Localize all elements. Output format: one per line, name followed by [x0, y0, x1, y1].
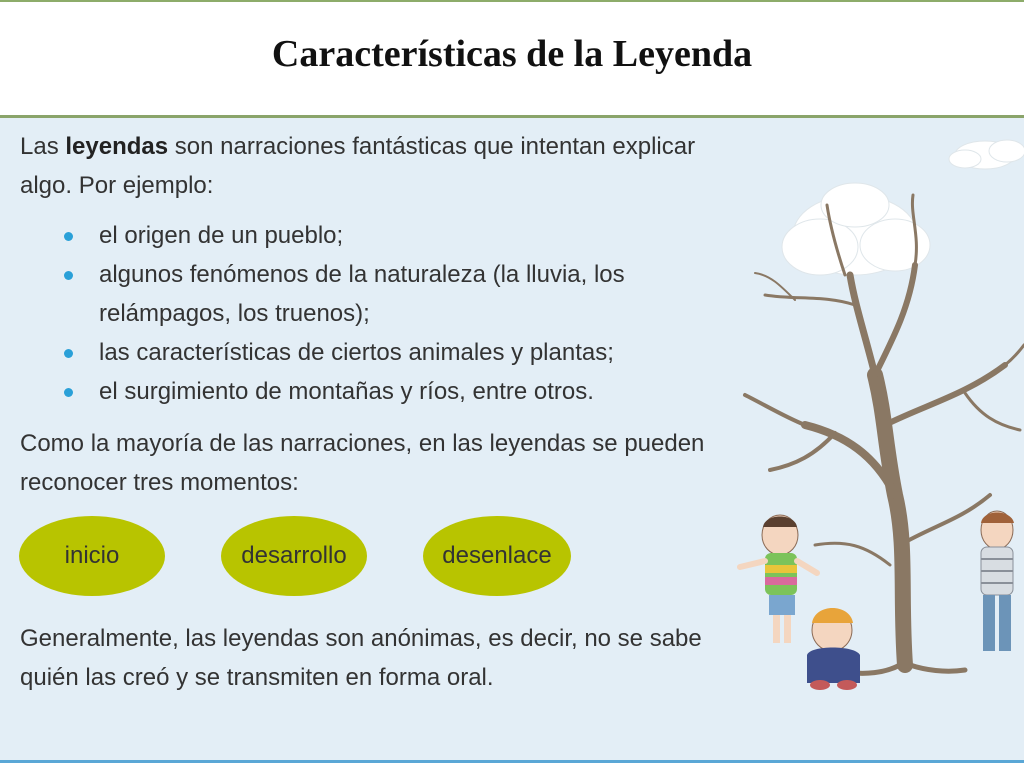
intro-bold-term: leyendas [65, 133, 169, 160]
bullet-dot-icon [64, 349, 73, 358]
list-item [60, 333, 720, 372]
intro-prefix: Las [20, 133, 66, 160]
tree-children-illustration [735, 125, 1024, 705]
intro-suffix: son narraciones fantásticas que intentan explicar algo. Por ejemplo: [20, 133, 696, 199]
bullet-dot-icon [64, 271, 73, 280]
moment-oval-desarrollo: desarrollo [221, 516, 367, 596]
list-item-text: el origen de un pueblo; [99, 222, 344, 249]
moment-oval-desenlace: desenlace [423, 516, 571, 596]
bullet-dot-icon [64, 388, 73, 397]
list-item [60, 216, 720, 255]
examples-list [60, 216, 720, 411]
list-item [60, 372, 720, 411]
boy-figure-icon [981, 511, 1014, 651]
list-item-text: algunos fenómenos de la naturaleza (la lluvia, los relámpagos, los truenos); [99, 261, 625, 327]
list-item-text: el surgimiento de montañas y ríos, entre otros. [99, 378, 594, 405]
moments-paragraph: Como la mayoría de las narraciones, en las leyendas se pueden reconocer tres momentos: [20, 430, 705, 496]
sitting-child-figure-icon [807, 608, 860, 690]
list-item [60, 255, 720, 333]
girl-figure-icon [740, 515, 817, 643]
header [0, 0, 1024, 115]
anonymous-paragraph: Generalmente, las leyendas son anónimas, es decir, no se sabe quién las creó y se transmiten en forma oral. [20, 625, 702, 691]
list-item-text: las características de ciertos animales y plantas; [99, 339, 614, 366]
slide-title: Características de la Leyenda [271, 33, 753, 75]
cloud-icon [949, 140, 1024, 169]
cloud-icon [782, 183, 930, 275]
intro-paragraph [20, 127, 740, 205]
moments-ovals [0, 516, 720, 596]
bottom-rule [0, 760, 1024, 763]
moment-oval-inicio: inicio [19, 516, 165, 596]
bullet-dot-icon [64, 232, 73, 241]
